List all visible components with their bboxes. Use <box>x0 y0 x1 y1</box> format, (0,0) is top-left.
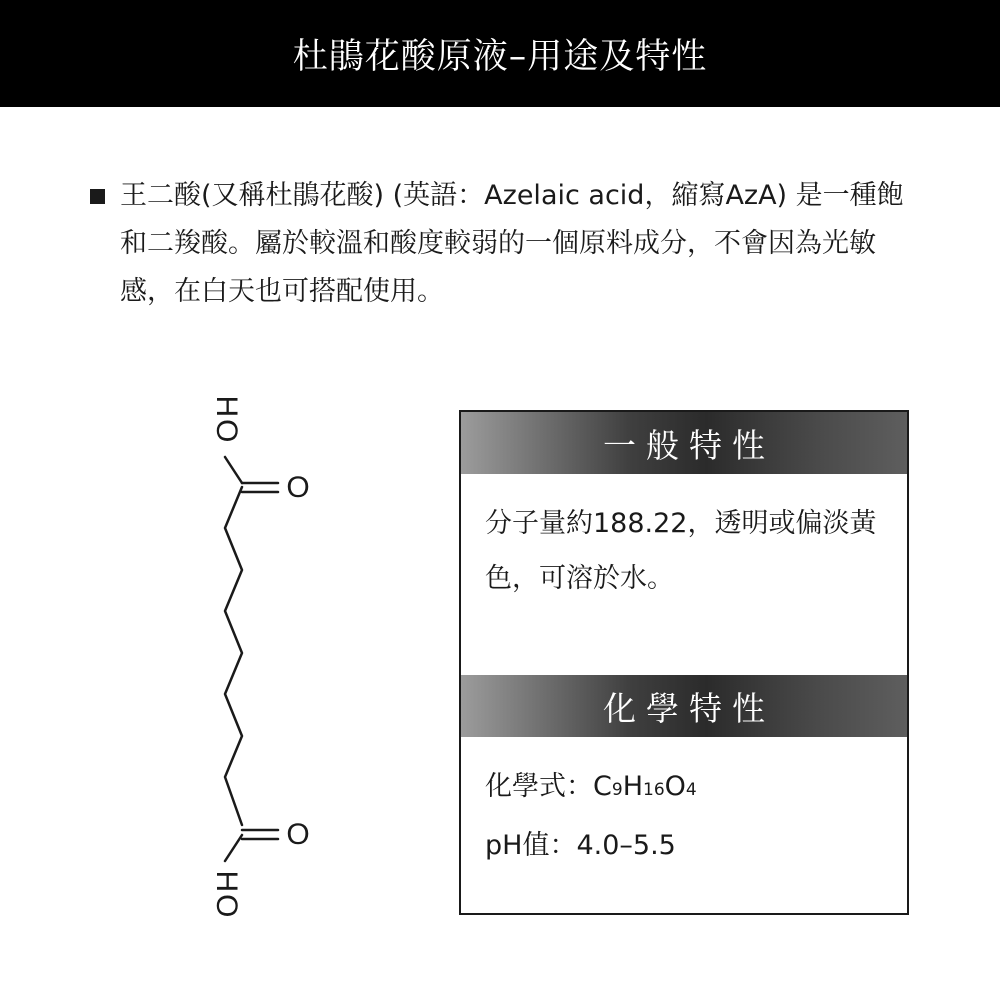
formula-carbon-count: 9 <box>611 780 623 800</box>
ph-value: 4.0–5.5 <box>576 830 676 861</box>
bottom-oxygen-label: O <box>286 817 310 851</box>
formula-line <box>485 759 895 818</box>
formula-hydrogen-count: 16 <box>643 780 665 800</box>
properties-box <box>459 410 909 915</box>
formula-oxygen: O <box>664 771 686 802</box>
top-c-oh-bond <box>225 457 242 483</box>
bullet-square-icon <box>90 189 105 204</box>
page-header <box>0 0 1000 107</box>
top-oxygen-label: O <box>286 470 310 504</box>
chemical-formula <box>593 771 697 802</box>
chemical-properties-header <box>461 675 907 737</box>
general-properties-text: 分子量約188.22，透明或偏淡黃色，可溶於水。 <box>485 508 877 594</box>
bottom-c-oh-bond <box>225 835 242 861</box>
ph-line <box>485 818 895 873</box>
formula-hydrogen: H <box>622 771 643 802</box>
top-hydroxyl-label: HO <box>210 395 244 445</box>
formula-oxygen-count: 4 <box>685 780 697 800</box>
general-properties-heading: 一般特性 <box>603 425 775 465</box>
structure-diagram <box>190 395 350 935</box>
chemical-properties-body <box>485 759 895 873</box>
formula-carbon: C <box>593 771 612 802</box>
chemical-properties-heading: 化學特性 <box>603 688 775 728</box>
carbon-chain <box>225 487 242 825</box>
general-properties-header <box>461 412 907 474</box>
intro-paragraph <box>90 172 910 316</box>
azelaic-acid-structure <box>190 395 350 935</box>
intro-text: 王二酸(又稱杜鵑花酸) (英語：Azelaic acid，縮寫AzA) 是一種飽和二羧酸。屬於較溫和酸度較弱的一個原料成分，不會因為光敏感，在白天也可搭配使用。 <box>120 180 904 307</box>
page-title: 杜鵑花酸原液–用途及特性 <box>292 36 708 77</box>
bottom-hydroxyl-label: HO <box>210 870 244 920</box>
formula-label: 化學式： <box>485 771 593 802</box>
ph-label: pH值： <box>485 830 577 861</box>
